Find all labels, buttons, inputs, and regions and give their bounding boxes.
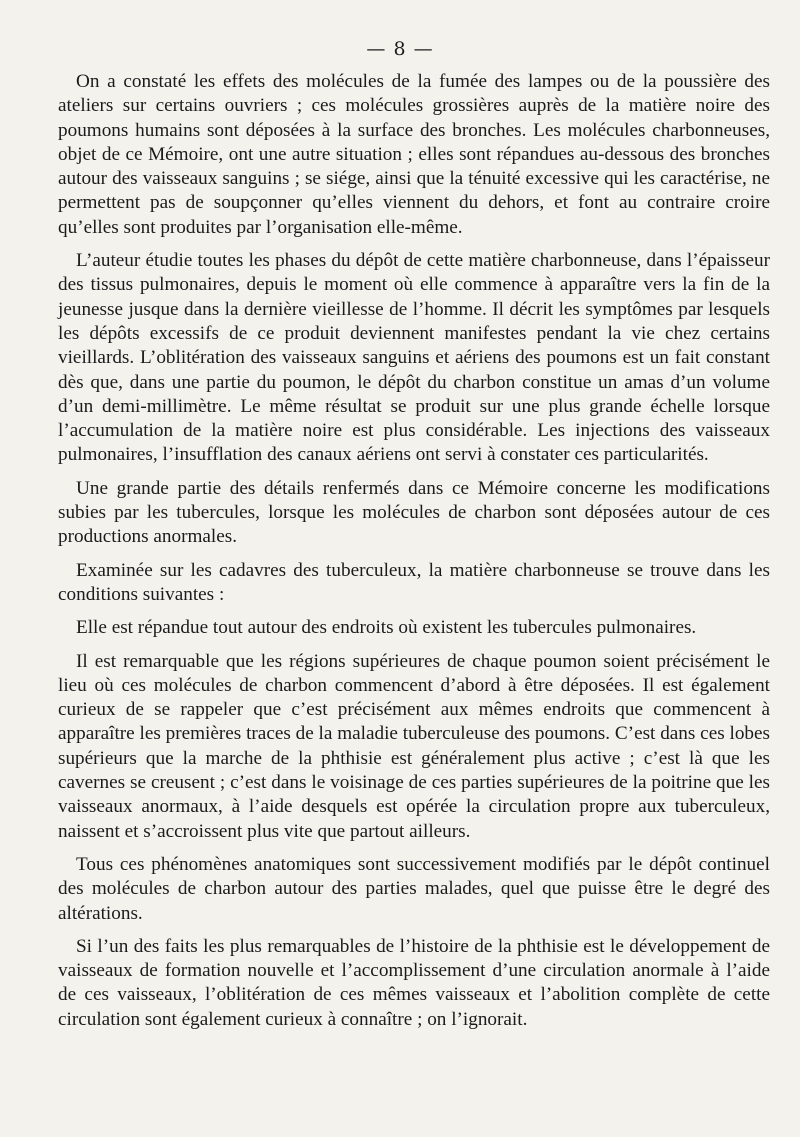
paragraph-6: Il est remarquable que les régions supérieures de chaque poumon soient précisément le lieu où ces molécules de charbon commencent d’abord à être déposées. Il est également curieux de se rappeler que c’est précisément aux mêmes endroits que commencent à apparaître les premières traces de la maladie tuberculeuse des poumons. C’est dans ces lobes supérieurs que la marche de la phthisie est généralement plus active ; c’est là que les cavernes se creusent ; c’est dans le voisinage de ces parties supérieures de la poitrine que les vaisseaux anormaux, à l’aide desquels est opérée la circulation propre aux tuberculeux, naissent et s’accroissent plus vite que partout ailleurs.	[58, 650, 770, 842]
paragraph-5: Elle est répandue tout autour des endroits où existent les tubercules pulmonaires.	[76, 617, 697, 639]
paragraph-4: Examinée sur les cadavres des tuberculeux, la matière charbonneuse se trouve dans les conditions suivantes :	[58, 559, 770, 605]
paragraph-3: Une grande partie des détails renfermés dans ce Mémoire concerne les modifications subies par les tubercules, lorsque les molécules de charbon sont déposées autour de ces productions anormales.	[58, 477, 770, 548]
paragraph-7: Tous ces phénomènes anatomiques sont successivement modifiés par le dépôt continuel des molécules de charbon autour des parties malades, quel que puisse être le degré des altérations.	[58, 853, 770, 924]
paragraph-1: On a constaté les effets des molécules de la fumée des lampes ou de la poussière des ateliers sur certains ouvriers ; ces molécules grossières auprès de la matière noire des poumons humains sont déposées à la surface des bronches. Les molécules charbonneuses, objet de ce Mémoire, ont une autre situation ; elles sont répandues au-dessous des bronches autour des vaisseaux sanguins ; se siége, ainsi que la ténuité excessive qui les caractérise, ne permettent pas de soupçonner qu’elles viennent du dehors, et font au contraire croire qu’elles sont produites par l’organisation elle-même.	[58, 71, 770, 238]
page-number: — 8 —	[366, 38, 434, 60]
paragraph-2: L’auteur étudie toutes les phases du dépôt de cette matière charbonneuse, dans l’épaisseur des tissus pulmonaires, depuis le moment où elle commence à apparaître vers la fin de la jeunesse jusque dans la dernière vieillesse de l’homme. Il décrit les symptômes par lesquels les dépôts excessifs de ce produit deviennent manifestes pendant la vie chez certains vieillards. L’oblitération des vaisseaux sanguins et aériens des poumons est un fait constant dès que, dans une partie du poumon, le dépôt du charbon constitue un amas d’un volume d’un demi-millimètre. Le même résultat se produit sur une plus grande échelle lorsque l’accumulation de la matière noire est plus considérable. Les injections des vaisseaux pulmonaires, l’insufflation des canaux aériens ont servi à constater ces particularités.	[58, 250, 770, 466]
paragraph-8: Si l’un des faits les plus remarquables de l’histoire de la phthisie est le développement de vaisseaux de formation nouvelle et l’accomplissement d’une circulation anormale à l’aide de ces vaisseaux, l’oblitération de ces mêmes vaisseaux et l’abolition complète de cette circulation sont également curieux à connaître ; on l’ignorait.	[58, 935, 770, 1030]
body-text	[58, 70, 770, 1041]
